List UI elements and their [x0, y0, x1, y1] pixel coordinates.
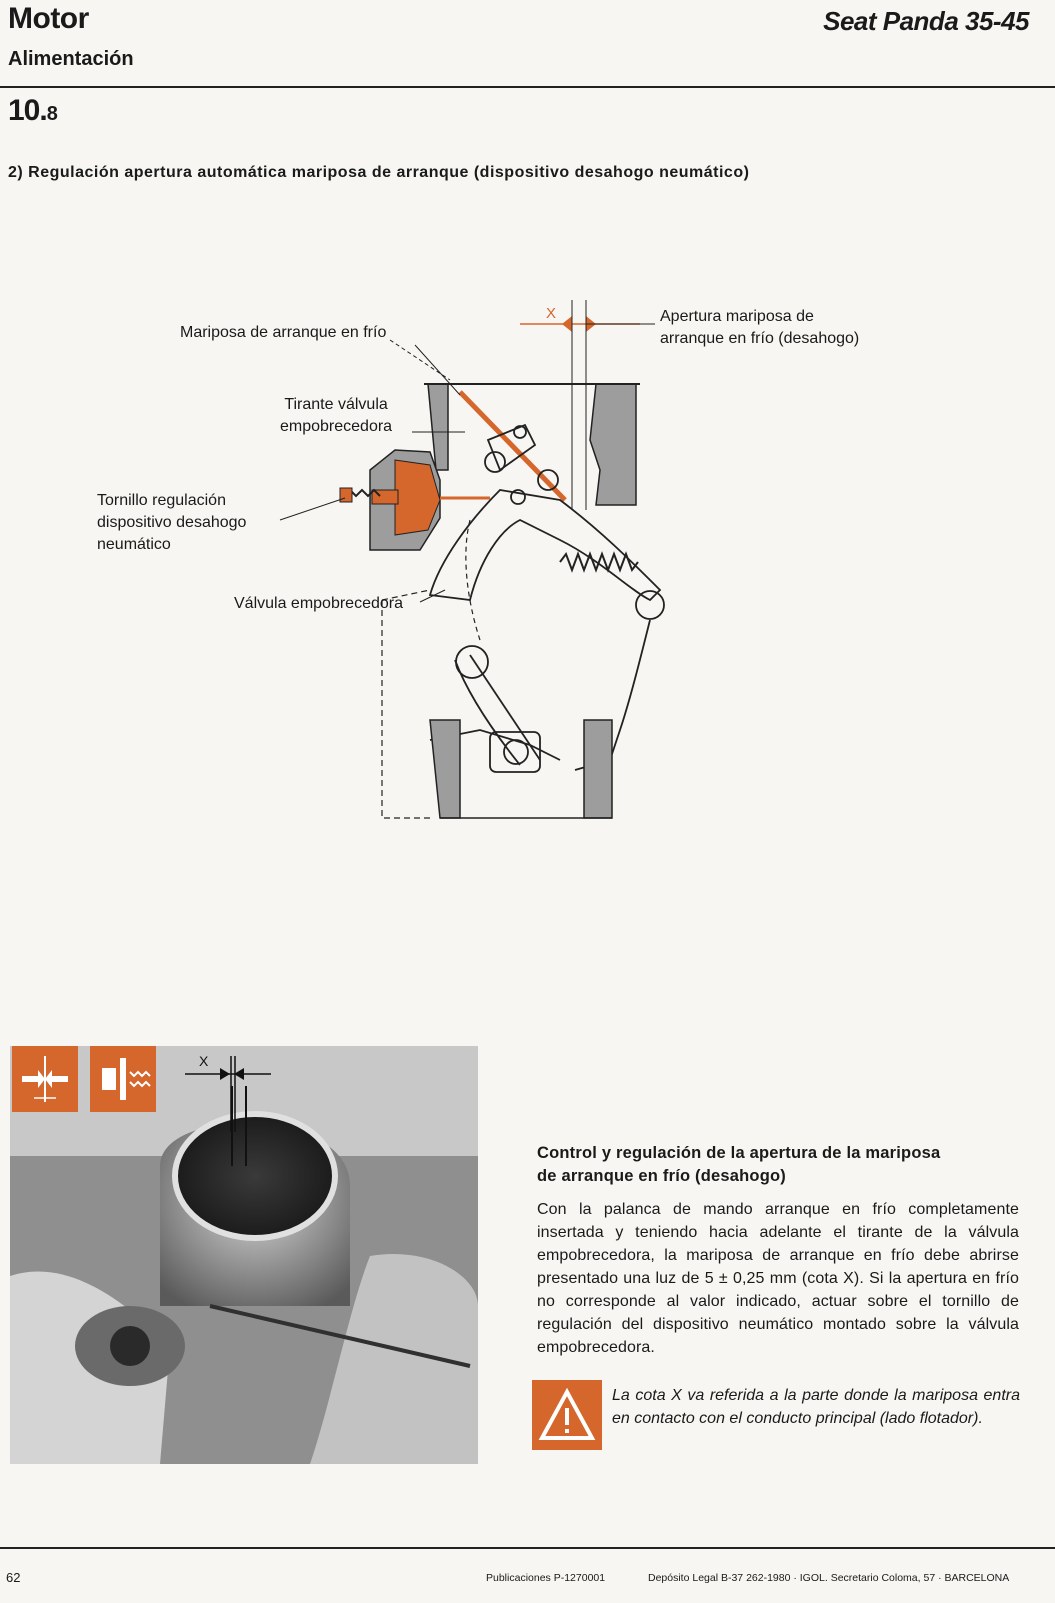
section-subtitle: Alimentación: [8, 48, 134, 70]
carburetor-diagram: [0, 290, 1055, 850]
warning-text: La cota X va referida a la parte donde la mariposa entra en contacto con el conducto principal (lado flotador).: [612, 1387, 1020, 1427]
dimension-x-label: X: [546, 305, 557, 322]
page-code-sub: 8: [46, 103, 57, 125]
lower-body-left: [430, 720, 460, 818]
label-regulation-screw-line3: neumático: [97, 536, 171, 553]
return-spring: [560, 554, 638, 570]
control-heading-line2: de arranque en frío (desahogo): [537, 1167, 786, 1185]
pneumatic-device: [340, 450, 490, 550]
label-regulation-screw-line1: Tornillo regulación: [97, 492, 226, 509]
label-regulation-screw-line2: dispositivo desahogo: [97, 514, 247, 531]
model-title: Seat Panda 35-45: [823, 6, 1029, 36]
photo-dimension-x-label: X: [199, 1053, 209, 1069]
dashed-outline: [382, 590, 430, 818]
footer-publication: Publicaciones P-1270001: [486, 1572, 606, 1584]
footer-legal: Depósito Legal B-37 262-1980 · IGOL. Secretario Coloma, 57 · BARCELONA: [648, 1572, 1010, 1584]
control-heading: [537, 1142, 1027, 1188]
label-butterfly-opening-line2: arranque en frío (desahogo): [660, 330, 860, 347]
label-regulation-screw: [97, 490, 246, 556]
photo-dimension-x-marker: [185, 1052, 275, 1132]
gap-measure-icon: [12, 1046, 78, 1112]
lower-body-right: [584, 720, 612, 818]
warning-icon: [532, 1380, 602, 1450]
page-code-main: 10.: [8, 94, 47, 127]
header-divider: [0, 86, 1055, 88]
bleed-through-text: [40, 220, 1020, 242]
procedure-heading: 2) Regulación apertura automática mariposa de arranque (dispositivo desahogo neumático): [8, 164, 750, 181]
adjust-screw-icon: [90, 1046, 156, 1112]
label-butterfly-opening-line1: Apertura mariposa de: [660, 308, 814, 325]
label-tie-rod-line1: Tirante válvula: [284, 396, 388, 413]
footer-divider: [0, 1547, 1055, 1549]
label-tie-rod: [280, 394, 392, 438]
control-body: Con la palanca de mando arranque en frío completamente insertada y teniendo hacia adelante el tirante de la válvula empobrecedora, la mariposa de arranque en frío debe abrirse presentado una luz de 5 ± 0,25 mm (cota X). Si la apertura en frío no corresponde al valor indicado, actuar sobre el tornillo de regulación del dispositivo neumático montado sobre la válvula empobrecedora.: [537, 1201, 1019, 1356]
cold-start-butterfly: [460, 392, 565, 500]
page-code: [8, 94, 57, 128]
control-heading-line1: Control y regulación de la apertura de la mariposa: [537, 1144, 941, 1162]
label-cold-start-butterfly: Mariposa de arranque en frío: [180, 324, 387, 341]
section-title: Motor: [8, 2, 89, 35]
page-number: 62: [6, 1570, 21, 1585]
label-tie-rod-line2: empobrecedora: [280, 418, 393, 435]
label-enrichment-valve: Válvula empobrecedora: [234, 595, 403, 612]
label-butterfly-opening: [660, 306, 859, 350]
